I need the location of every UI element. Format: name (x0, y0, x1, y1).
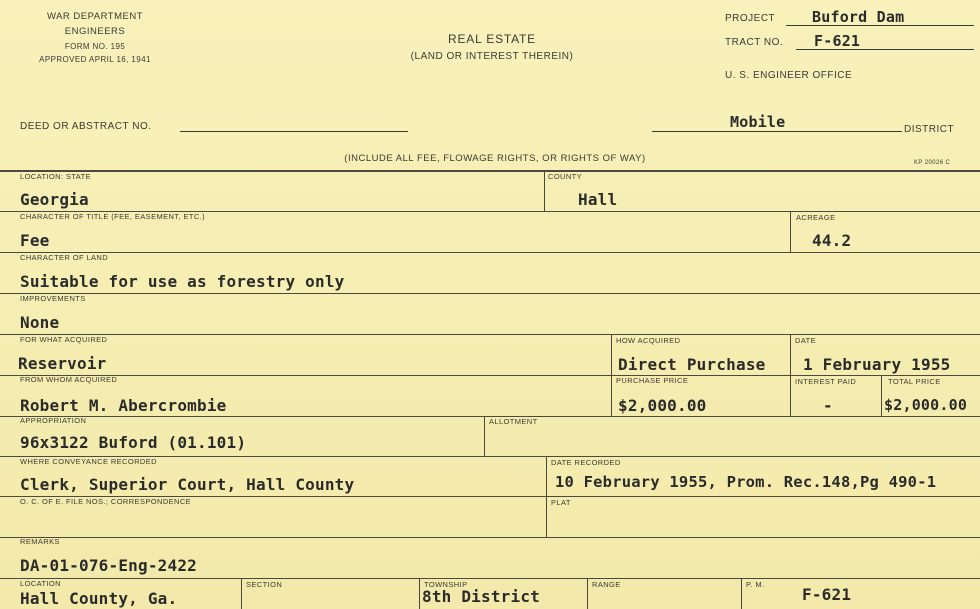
date-label: DATE (795, 336, 817, 345)
location-label: LOCATION (20, 579, 61, 588)
date-value: 1 February 1955 (803, 355, 951, 374)
purchase-price-value: $2,000.00 (618, 396, 707, 415)
div-date (790, 334, 791, 416)
include-note: (INCLUDE ALL FEE, FLOWAGE RIGHTS, OR RIGHTS OF WAY) (344, 153, 646, 164)
improvements-value: None (20, 313, 60, 332)
rule-5 (0, 375, 980, 376)
date-recorded-value: 10 February 1955, Prom. Rec.148,Pg 490-1 (555, 473, 937, 491)
rule-2 (0, 252, 980, 253)
total-price-label: TOTAL PRICE (888, 377, 941, 386)
deed-label: DEED OR ABSTRACT NO. (20, 121, 152, 132)
project-label: PROJECT (725, 13, 776, 24)
section-label: SECTION (246, 580, 283, 589)
pm-label: P. M. (746, 580, 765, 589)
district-label: DISTRICT (904, 124, 955, 135)
div-acreage (790, 211, 791, 252)
div-township (419, 578, 420, 609)
div-pm (741, 578, 742, 609)
rule-4 (0, 334, 980, 335)
district-value: Mobile (730, 113, 786, 131)
rule-top (0, 170, 980, 172)
div-range (587, 578, 588, 609)
engineer-office: U. S. ENGINEER OFFICE (725, 70, 853, 81)
tract-label: TRACT NO. (725, 37, 784, 48)
appropriation-label: APPROPRIATION (20, 416, 87, 425)
div-date-recorded (546, 456, 547, 537)
remarks-value: DA-01-076-Eng-2422 (20, 556, 197, 575)
div-total (881, 375, 882, 416)
form-number: FORM NO. 195 (64, 42, 126, 51)
county-label: COUNTY (548, 172, 583, 181)
district-underline (652, 131, 902, 132)
location-state-value: Georgia (20, 190, 89, 209)
interest-paid-value: - (823, 396, 833, 415)
from-whom-label: FROM WHOM ACQUIRED (20, 375, 118, 384)
pm-value: F-621 (802, 585, 852, 604)
form-subtitle: (LAND OR INTEREST THEREIN) (410, 51, 574, 62)
location-state-label: LOCATION: STATE (20, 172, 92, 181)
div-how (611, 334, 612, 416)
tract-value: F-621 (814, 32, 861, 50)
div-allotment (484, 416, 485, 456)
improvements-label: IMPROVEMENTS (20, 294, 86, 303)
rule-3 (0, 293, 980, 294)
land-char-value: Suitable for use as forestry only (20, 272, 345, 291)
total-price-value: $2,000.00 (884, 396, 968, 414)
allotment-label: ALLOTMENT (489, 417, 538, 426)
county-value: Hall (578, 190, 618, 209)
how-acquired-value: Direct Purchase (618, 355, 766, 374)
rule-10 (0, 578, 980, 579)
township-value: 8th District (422, 587, 540, 606)
appropriation-value: 96x3122 Buford (01.101) (20, 433, 247, 452)
township-label: TOWNSHIP (424, 580, 468, 589)
interest-paid-label: INTEREST PAID (795, 377, 857, 386)
land-char-label: CHARACTER OF LAND (20, 253, 109, 262)
conveyance-label: WHERE CONVEYANCE RECORDED (20, 457, 157, 466)
form-title: REAL ESTATE (448, 32, 536, 46)
dept-line1: WAR DEPARTMENT (46, 11, 144, 22)
acreage-value: 44.2 (812, 231, 852, 250)
div-county (544, 171, 545, 211)
rule-9 (0, 537, 980, 538)
plat-label: PLAT (551, 498, 571, 507)
kp-code: KP 20026 C (914, 160, 951, 166)
remarks-label: REMARKS (20, 537, 60, 546)
purchase-price-label: PURCHASE PRICE (616, 376, 689, 385)
deed-underline (180, 131, 408, 132)
file-nos-label: O. C. OF E. FILE NOS.; CORRESPONDENCE (20, 497, 192, 506)
title-char-value: Fee (20, 231, 50, 250)
purpose-value: Reservoir (18, 354, 107, 373)
range-label: RANGE (592, 580, 621, 589)
dept-line2: ENGINEERS (64, 26, 126, 37)
location-value: Hall County, Ga. (20, 589, 178, 608)
project-value: Buford Dam (812, 8, 905, 26)
conveyance-value: Clerk, Superior Court, Hall County (20, 475, 355, 494)
title-char-label: CHARACTER OF TITLE (FEE, EASEMENT, ETC.) (20, 212, 206, 221)
div-section (241, 578, 242, 609)
purpose-label: FOR WHAT ACQUIRED (20, 335, 108, 344)
how-acquired-label: HOW ACQUIRED (616, 336, 681, 345)
acreage-label: ACREAGE (796, 213, 836, 222)
date-recorded-label: DATE RECORDED (551, 458, 621, 467)
from-whom-value: Robert M. Abercrombie (20, 396, 227, 415)
approved-date: APPROVED APRIL 16, 1941 (39, 55, 151, 64)
